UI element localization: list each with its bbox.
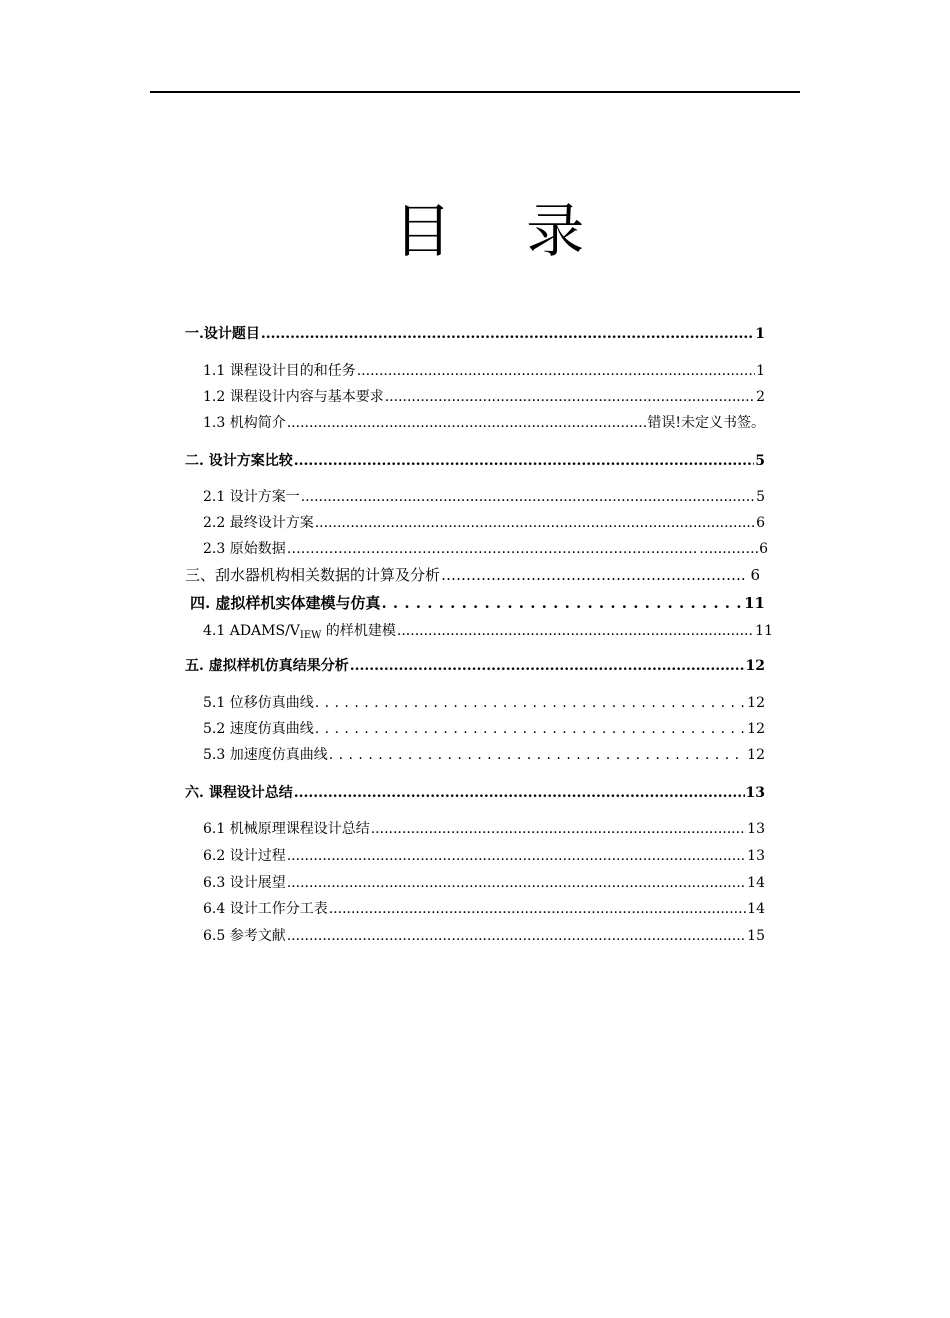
toc-leader [261, 325, 754, 343]
toc-page: 6 [756, 515, 765, 531]
toc-leader [329, 900, 746, 918]
toc-label: 三、刮水器机构相关数据的计算及分析 [185, 566, 441, 584]
toc-entry-2-1[interactable] [203, 488, 765, 506]
toc-label: 六. 课程设计总结 [185, 785, 293, 801]
toc-leader [315, 720, 746, 738]
toc-leader [371, 820, 746, 838]
toc-page: …..……..6 [699, 541, 768, 557]
toc-entry-1-2[interactable] [203, 388, 765, 406]
toc-page: 13 [747, 821, 765, 837]
toc-entry-5-2[interactable] [203, 720, 765, 738]
toc-label: 6.5 参考文献 [203, 928, 286, 944]
toc-label: 四. 虚拟样机实体建模与仿真 [190, 594, 381, 612]
toc-page: 15 [747, 928, 765, 944]
toc-page: 错误!未定义书签。 [647, 415, 765, 431]
toc-entry-1-3[interactable] [203, 414, 765, 432]
toc-leader [350, 657, 745, 675]
toc-leader [315, 694, 746, 712]
toc-label: 二. 设计方案比较 [185, 453, 293, 469]
toc-entry-2-3[interactable] [203, 540, 768, 558]
toc-label: 6.2 设计过程 [203, 848, 286, 864]
toc-entry-2[interactable] [185, 452, 765, 470]
toc-entry-4-1[interactable] [203, 622, 773, 642]
toc-page: 12 [747, 721, 765, 737]
toc-page: . 6 [740, 566, 760, 584]
toc-entry-6-1[interactable] [203, 820, 765, 838]
toc-label: 1.1 课程设计目的和任务 [203, 363, 356, 379]
toc-page: 14 [747, 901, 765, 917]
toc-label: 2.1 设计方案一 [203, 489, 300, 505]
toc-page: 11 [755, 623, 773, 639]
toc-page: 12 [745, 658, 765, 674]
toc-page: 11 [744, 594, 765, 612]
toc-page: 14 [747, 875, 765, 891]
toc-label: 5.2 速度仿真曲线 [203, 721, 314, 737]
toc-entry-4[interactable] [190, 594, 765, 612]
toc-label: 五. 虚拟样机仿真结果分析 [185, 658, 349, 674]
toc-page: 12 [747, 695, 765, 711]
toc-leader [287, 874, 746, 892]
toc-leader [287, 540, 699, 558]
toc-entry-5[interactable] [185, 657, 765, 675]
toc-entry-5-1[interactable] [203, 694, 765, 712]
toc-leader [441, 566, 740, 584]
toc-leader [287, 927, 746, 945]
toc-entry-5-3[interactable] [203, 746, 765, 764]
toc-leader [381, 594, 743, 612]
toc-entry-6-5[interactable] [203, 927, 765, 945]
toc-label: 1.2 课程设计内容与基本要求 [203, 389, 384, 405]
toc-label: 2.3 原始数据 [203, 541, 286, 557]
toc-page: 1 [756, 363, 765, 379]
toc-label: 一.设计题目 [185, 326, 260, 342]
toc-entry-3[interactable] [185, 566, 760, 584]
toc-leader [315, 514, 755, 532]
toc-entry-6-2[interactable] [203, 847, 765, 865]
toc-leader [385, 388, 755, 406]
toc-label: 6.4 设计工作分工表 [203, 901, 328, 917]
toc-leader [397, 622, 754, 640]
toc-entry-6-3[interactable] [203, 874, 765, 892]
toc-label: 4.1 ADAMS/$V_{IEW}$ 的样机建模 [203, 623, 396, 641]
toc-page: 1 [755, 326, 765, 342]
toc-page: 13 [747, 848, 765, 864]
toc-label: 1.3 机构简介 [203, 415, 286, 431]
toc-leader [357, 362, 755, 380]
toc-leader [287, 414, 647, 432]
toc-leader [301, 488, 755, 506]
toc-leader [329, 746, 746, 764]
toc-label: 6.3 设计展望 [203, 875, 286, 891]
toc-label: 2.2 最终设计方案 [203, 515, 314, 531]
toc-page: 2 [756, 389, 765, 405]
toc-label: 5.1 位移仿真曲线 [203, 695, 314, 711]
toc-page: 5 [755, 453, 765, 469]
toc-page: 5 [756, 489, 765, 505]
toc-label: 6.1 机械原理课程设计总结 [203, 821, 370, 837]
toc-entry-6-4[interactable] [203, 900, 765, 918]
toc-entry-2-2[interactable] [203, 514, 765, 532]
page-title: 目 录 [393, 197, 613, 265]
toc-entry-1[interactable] [185, 325, 765, 343]
toc-entry-6[interactable] [185, 784, 765, 802]
toc-leader [294, 452, 755, 470]
toc-label: 5.3 加速度仿真曲线 [203, 747, 328, 763]
toc-page: 12 [747, 747, 765, 763]
toc-leader [287, 847, 746, 865]
toc-leader [294, 784, 745, 802]
toc-entry-1-1[interactable] [203, 362, 765, 380]
toc-page: 13 [745, 785, 765, 801]
